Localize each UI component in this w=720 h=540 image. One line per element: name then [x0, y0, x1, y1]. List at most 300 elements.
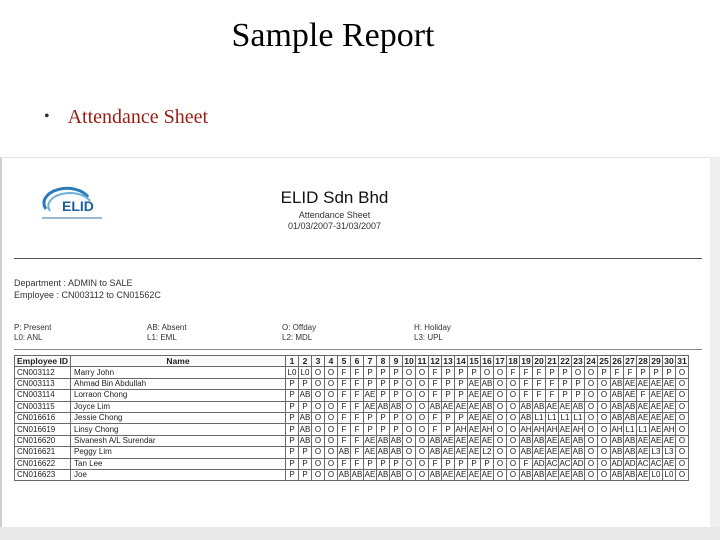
- bullet-dot-icon: •: [44, 108, 50, 125]
- day-status-cell: AE: [663, 435, 675, 445]
- day-status-cell: L1: [559, 412, 572, 423]
- day-status-cell: AD: [572, 458, 584, 468]
- day-status-cell: AE: [481, 470, 493, 480]
- table-row: [15, 401, 689, 412]
- column-header-day: 12: [430, 356, 440, 367]
- column-header-day: 26: [612, 356, 622, 367]
- employee-name-cell: Joe: [71, 469, 286, 480]
- employee-name-cell: Ahmad Bin Abdullah: [71, 378, 286, 389]
- day-status-cell: O: [585, 458, 598, 469]
- day-status-cell: P: [286, 412, 299, 423]
- day-status-cell: F: [351, 458, 364, 469]
- day-status-cell: O: [494, 424, 507, 435]
- day-status-cell: F: [351, 390, 364, 401]
- day-status-cell: F: [520, 367, 533, 378]
- day-status-cell: AB: [377, 401, 389, 411]
- day-status-cell: AB: [299, 424, 311, 434]
- day-status-cell: F: [338, 378, 351, 389]
- day-status-cell: AE: [559, 424, 571, 434]
- day-status-cell: L2: [481, 447, 494, 458]
- day-status-cell: F: [338, 435, 351, 446]
- day-status-cell: AB: [481, 378, 493, 388]
- day-status-cell: O: [403, 447, 416, 458]
- day-status-cell: O: [585, 390, 598, 401]
- day-status-cell: AH: [546, 424, 558, 434]
- day-status-cell: O: [312, 390, 325, 401]
- day-status-cell: O: [403, 469, 416, 480]
- day-status-cell: P: [286, 435, 299, 446]
- day-status-cell: AB: [390, 470, 402, 480]
- day-status-cell: O: [416, 435, 429, 446]
- employee-id-cell: CN016616: [15, 412, 71, 423]
- day-status-cell: AB: [299, 390, 311, 400]
- day-status-cell: O: [507, 458, 520, 469]
- day-status-cell: O: [403, 458, 416, 469]
- legend-item: P: Present: [14, 323, 52, 332]
- day-status-cell: O: [325, 390, 338, 401]
- day-status-cell: P: [286, 458, 299, 469]
- column-header-day: 6: [351, 356, 364, 367]
- background-strip: [0, 527, 720, 540]
- day-status-cell: P: [299, 401, 312, 412]
- divider: [14, 349, 702, 350]
- attendance-sheet-image: [0, 157, 712, 528]
- day-status-cell: AE: [468, 378, 480, 388]
- day-status-cell: O: [494, 390, 507, 401]
- day-status-cell: AE: [455, 470, 467, 480]
- column-header-day: 21: [547, 356, 557, 367]
- day-status-cell: P: [390, 378, 403, 389]
- day-status-cell: O: [403, 435, 416, 446]
- day-status-cell: P: [390, 424, 403, 435]
- day-status-cell: O: [403, 412, 416, 423]
- day-status-cell: AE: [650, 401, 662, 411]
- day-status-cell: F: [429, 367, 442, 378]
- day-status-cell: O: [325, 447, 338, 458]
- day-status-cell: P: [299, 447, 312, 458]
- day-status-cell: O: [598, 390, 611, 401]
- day-status-cell: P: [468, 458, 481, 469]
- day-status-cell: F: [338, 390, 351, 401]
- day-status-cell: AE: [468, 390, 480, 400]
- day-status-cell: O: [494, 378, 507, 389]
- day-status-cell: AE: [650, 413, 662, 423]
- day-status-cell: AH: [520, 424, 532, 434]
- day-status-cell: L1: [637, 424, 650, 435]
- column-header-day: 2: [299, 356, 312, 367]
- day-status-cell: P: [299, 378, 312, 389]
- day-status-cell: AB: [533, 435, 545, 445]
- employee-name-cell: Sivanesh A/L Surendar: [71, 435, 286, 446]
- day-status-cell: P: [468, 367, 481, 378]
- day-status-cell: AB: [481, 401, 493, 411]
- day-status-cell: P: [286, 424, 299, 435]
- day-status-cell: AB: [533, 401, 545, 411]
- day-status-cell: AB: [390, 447, 402, 457]
- day-status-cell: AB: [572, 470, 584, 480]
- day-status-cell: AH: [663, 424, 675, 434]
- employee-name-cell: Lorraon Chong: [71, 390, 286, 401]
- day-status-cell: AE: [364, 435, 376, 445]
- report-subtitle: [252, 210, 417, 232]
- legend-item: L1: EML: [147, 333, 177, 342]
- legend-group: [414, 323, 451, 343]
- day-status-cell: AH: [572, 424, 584, 434]
- day-status-cell: P: [650, 367, 663, 378]
- day-status-cell: AE: [481, 413, 493, 423]
- column-header-day: 7: [364, 356, 377, 367]
- day-status-cell: P: [390, 412, 403, 423]
- day-status-cell: AB: [611, 470, 623, 480]
- logo-text: ELID: [62, 198, 94, 214]
- column-header-name: Name: [71, 356, 286, 367]
- day-status-cell: O: [585, 378, 598, 389]
- day-status-cell: O: [585, 435, 598, 446]
- slide-title: Sample Report: [231, 17, 435, 54]
- day-status-cell: AB: [520, 413, 532, 423]
- day-status-cell: O: [676, 458, 689, 469]
- employee-name-cell: Jessie Chong: [71, 412, 286, 423]
- day-status-cell: O: [325, 401, 338, 412]
- day-status-cell: O: [312, 447, 325, 458]
- day-status-cell: AB: [299, 413, 311, 423]
- day-status-cell: F: [624, 367, 637, 378]
- day-status-cell: AC: [559, 458, 571, 468]
- day-status-cell: AE: [624, 378, 636, 388]
- day-status-cell: P: [286, 378, 299, 389]
- divider: [14, 258, 702, 259]
- column-header-day: 16: [482, 356, 492, 367]
- day-status-cell: AE: [663, 390, 675, 400]
- bullet-text: Attendance Sheet: [67, 106, 209, 128]
- day-status-cell: O: [403, 401, 416, 412]
- day-status-cell: P: [455, 390, 468, 401]
- day-status-cell: P: [637, 367, 650, 378]
- employee-name-cell: Linsy Chong: [71, 424, 286, 435]
- day-status-cell: P: [377, 378, 390, 389]
- day-status-cell: AE: [637, 435, 649, 445]
- day-status-cell: L0: [663, 469, 676, 480]
- day-status-cell: P: [377, 367, 390, 378]
- day-status-cell: AH: [533, 424, 545, 434]
- column-header-day: 27: [625, 356, 635, 367]
- day-status-cell: AE: [481, 435, 493, 445]
- day-status-cell: O: [325, 412, 338, 423]
- day-status-cell: O: [494, 412, 507, 423]
- day-status-cell: AE: [546, 435, 558, 445]
- day-status-cell: P: [286, 390, 299, 401]
- employee-id-cell: CN016622: [15, 458, 71, 469]
- column-header-day: 24: [586, 356, 596, 367]
- column-header-day: 20: [534, 356, 544, 367]
- day-status-cell: AC: [546, 458, 558, 468]
- day-status-cell: AB: [611, 413, 623, 423]
- day-status-cell: P: [442, 412, 455, 423]
- table-row: [15, 458, 689, 469]
- day-status-cell: AH: [455, 424, 467, 434]
- day-status-cell: AE: [442, 435, 454, 445]
- day-status-cell: L0: [286, 367, 299, 378]
- day-status-cell: F: [351, 367, 364, 378]
- day-status-cell: O: [676, 378, 689, 389]
- column-header-day: 30: [664, 356, 674, 367]
- sheet-title: Attendance Sheet: [298, 210, 371, 220]
- day-status-cell: P: [364, 367, 377, 378]
- day-status-cell: AB: [611, 390, 623, 400]
- day-status-cell: O: [494, 401, 507, 412]
- day-status-cell: P: [299, 458, 312, 469]
- day-status-cell: F: [429, 378, 442, 389]
- day-status-cell: O: [416, 447, 429, 458]
- day-status-cell: AE: [455, 401, 467, 411]
- day-status-cell: AB: [520, 447, 532, 457]
- day-status-cell: AE: [559, 435, 571, 445]
- day-status-cell: L0: [299, 367, 312, 378]
- day-status-cell: P: [546, 367, 559, 378]
- day-status-cell: AB: [611, 447, 623, 457]
- day-status-cell: O: [325, 435, 338, 446]
- day-status-cell: AB: [429, 435, 441, 445]
- day-status-cell: P: [598, 367, 611, 378]
- day-status-cell: AB: [624, 401, 636, 411]
- day-status-cell: O: [676, 435, 689, 446]
- day-status-cell: AE: [364, 447, 376, 457]
- day-status-cell: P: [663, 367, 676, 378]
- day-status-cell: AE: [663, 401, 675, 411]
- day-status-cell: O: [585, 367, 598, 378]
- day-status-cell: AB: [351, 470, 363, 480]
- day-status-cell: AE: [468, 413, 480, 423]
- day-status-cell: F: [338, 458, 351, 469]
- column-header-day: 14: [456, 356, 466, 367]
- day-status-cell: O: [507, 401, 520, 412]
- day-status-cell: P: [559, 390, 572, 401]
- day-status-cell: O: [676, 390, 689, 401]
- employee-id-cell: CN003113: [15, 378, 71, 389]
- day-status-cell: F: [533, 390, 546, 401]
- legend-item: H: Holiday: [414, 323, 451, 332]
- day-status-cell: AE: [624, 390, 636, 400]
- employee-id-cell: CN016623: [15, 469, 71, 480]
- column-header-day: 13: [443, 356, 453, 367]
- day-status-cell: O: [585, 412, 598, 423]
- day-status-cell: O: [416, 458, 429, 469]
- day-status-cell: AD: [611, 458, 623, 468]
- day-status-cell: AB: [377, 435, 389, 445]
- column-header-day: 31: [677, 356, 687, 367]
- table-row: [15, 412, 689, 423]
- day-status-cell: O: [325, 367, 338, 378]
- column-header-day: 3: [312, 356, 325, 367]
- day-status-cell: P: [559, 378, 572, 389]
- day-status-cell: O: [416, 424, 429, 435]
- employee-id-cell: CN003114: [15, 390, 71, 401]
- employee-name-cell: Marry John: [71, 367, 286, 378]
- day-status-cell: F: [338, 401, 351, 412]
- column-header-day: 28: [638, 356, 648, 367]
- day-status-cell: AE: [364, 470, 376, 480]
- day-status-cell: O: [507, 378, 520, 389]
- day-status-cell: L1: [533, 412, 546, 423]
- column-header-day: 9: [390, 356, 403, 367]
- day-status-cell: O: [494, 447, 507, 458]
- day-status-cell: P: [455, 412, 468, 423]
- day-status-cell: AE: [442, 401, 454, 411]
- day-status-cell: O: [403, 390, 416, 401]
- day-status-cell: L1: [572, 412, 585, 423]
- day-status-cell: AE: [650, 390, 662, 400]
- day-status-cell: AE: [637, 378, 649, 388]
- day-status-cell: F: [637, 390, 650, 401]
- day-status-cell: L0: [650, 469, 663, 480]
- column-header-day: 8: [377, 356, 390, 367]
- column-header-day: 4: [325, 356, 338, 367]
- day-status-cell: O: [403, 378, 416, 389]
- day-status-cell: O: [416, 401, 429, 412]
- legend-item: AB: Absent: [147, 323, 187, 332]
- day-status-cell: O: [312, 469, 325, 480]
- day-status-cell: L3: [650, 447, 663, 458]
- day-status-cell: AE: [650, 435, 662, 445]
- company-name: ELID Sdn Bhd: [280, 188, 389, 207]
- day-status-cell: AB: [390, 401, 402, 411]
- day-status-cell: AC: [637, 458, 649, 468]
- day-status-cell: AE: [455, 435, 467, 445]
- day-status-cell: AB: [338, 470, 350, 480]
- day-status-cell: AE: [663, 413, 675, 423]
- day-status-cell: AB: [377, 470, 389, 480]
- day-status-cell: P: [442, 390, 455, 401]
- day-status-cell: O: [598, 469, 611, 480]
- day-status-cell: O: [481, 367, 494, 378]
- day-status-cell: AB: [533, 470, 545, 480]
- day-status-cell: O: [507, 390, 520, 401]
- day-status-cell: AE: [637, 401, 649, 411]
- day-status-cell: AB: [299, 435, 311, 445]
- day-status-cell: F: [351, 412, 364, 423]
- day-status-cell: AE: [546, 401, 558, 411]
- day-status-cell: AE: [650, 378, 662, 388]
- employee-id-cell: CN003112: [15, 367, 71, 378]
- day-status-cell: P: [455, 458, 468, 469]
- day-status-cell: AE: [468, 470, 480, 480]
- day-status-cell: L1: [624, 424, 637, 435]
- day-status-cell: P: [390, 458, 403, 469]
- day-status-cell: AB: [611, 378, 623, 388]
- day-status-cell: P: [377, 412, 390, 423]
- day-status-cell: P: [299, 469, 312, 480]
- table-row: [15, 435, 689, 446]
- day-status-cell: O: [325, 424, 338, 435]
- day-status-cell: F: [338, 412, 351, 423]
- table-row: [15, 367, 689, 378]
- day-status-cell: F: [520, 458, 533, 469]
- column-header-day: 5: [338, 356, 351, 367]
- day-status-cell: AE: [364, 390, 376, 400]
- table-header-row: [15, 356, 689, 367]
- day-status-cell: AB: [624, 413, 636, 423]
- column-header-day: 1: [286, 356, 299, 367]
- employee-name-cell: Peggy Lim: [71, 447, 286, 458]
- day-status-cell: F: [338, 424, 351, 435]
- day-status-cell: P: [442, 458, 455, 469]
- day-status-cell: O: [325, 469, 338, 480]
- day-status-cell: F: [351, 435, 364, 446]
- day-status-cell: O: [494, 367, 507, 378]
- legend-item: L0: ANL: [14, 333, 43, 342]
- day-status-cell: AE: [468, 401, 480, 411]
- day-status-cell: O: [507, 412, 520, 423]
- day-status-cell: AC: [650, 458, 662, 468]
- table-row: [15, 424, 689, 435]
- day-status-cell: AE: [637, 470, 649, 480]
- day-status-cell: F: [351, 401, 364, 412]
- day-status-cell: F: [533, 378, 546, 389]
- day-status-cell: O: [312, 412, 325, 423]
- day-status-cell: P: [442, 367, 455, 378]
- day-status-cell: O: [585, 401, 598, 412]
- day-status-cell: O: [416, 469, 429, 480]
- day-status-cell: O: [507, 435, 520, 446]
- day-status-cell: AB: [624, 447, 636, 457]
- day-status-cell: P: [455, 378, 468, 389]
- day-status-cell: O: [676, 447, 689, 458]
- employee-name-cell: Joyce Lim: [71, 401, 286, 412]
- day-status-cell: AE: [663, 378, 675, 388]
- column-header-day: 23: [573, 356, 583, 367]
- day-status-cell: AB: [520, 435, 532, 445]
- day-status-cell: O: [312, 435, 325, 446]
- day-status-cell: AE: [559, 470, 571, 480]
- day-status-cell: AB: [572, 401, 584, 411]
- day-status-cell: O: [585, 447, 598, 458]
- day-status-cell: AE: [442, 470, 454, 480]
- day-status-cell: O: [325, 378, 338, 389]
- day-status-cell: P: [364, 424, 377, 435]
- legend-item: L3: UPL: [414, 333, 443, 342]
- day-status-cell: AE: [442, 447, 454, 457]
- day-status-cell: O: [598, 412, 611, 423]
- day-status-cell: O: [507, 447, 520, 458]
- employee-id-cell: CN016621: [15, 447, 71, 458]
- day-status-cell: F: [429, 424, 442, 435]
- day-status-cell: O: [676, 469, 689, 480]
- day-status-cell: P: [364, 378, 377, 389]
- day-status-cell: O: [676, 424, 689, 435]
- day-status-cell: P: [377, 424, 390, 435]
- day-status-cell: P: [286, 401, 299, 412]
- day-status-cell: P: [286, 447, 299, 458]
- day-status-cell: O: [494, 435, 507, 446]
- day-status-cell: AE: [637, 413, 649, 423]
- day-status-cell: AE: [364, 401, 376, 411]
- day-status-cell: P: [572, 378, 585, 389]
- day-status-cell: P: [377, 390, 390, 401]
- day-status-cell: O: [598, 435, 611, 446]
- day-status-cell: O: [416, 367, 429, 378]
- day-status-cell: O: [312, 378, 325, 389]
- day-status-cell: O: [572, 367, 585, 378]
- day-status-cell: AH: [481, 424, 493, 434]
- legend-group: [282, 323, 316, 343]
- day-status-cell: AB: [429, 447, 441, 457]
- day-status-cell: O: [598, 378, 611, 389]
- column-header-day: 18: [508, 356, 518, 367]
- day-status-cell: F: [611, 367, 624, 378]
- day-status-cell: P: [286, 469, 299, 480]
- day-status-cell: AD: [624, 458, 636, 468]
- day-status-cell: P: [390, 367, 403, 378]
